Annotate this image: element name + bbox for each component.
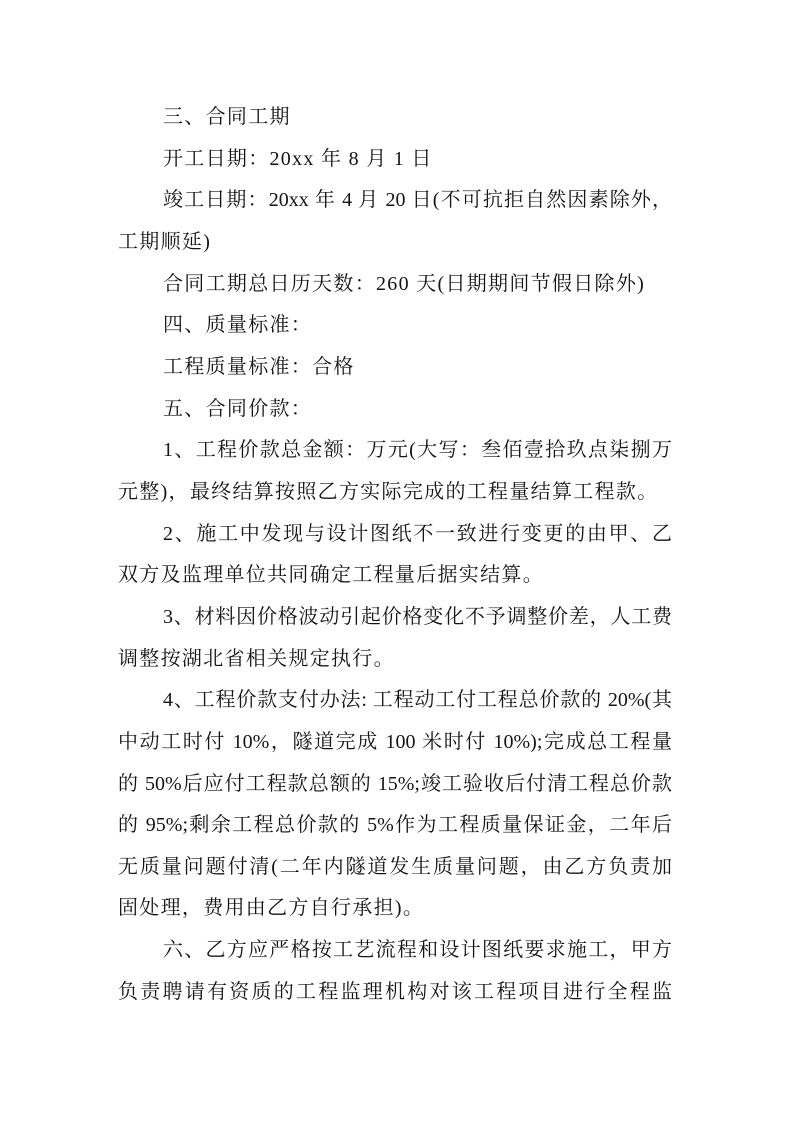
text-line: 的 50%后应付工程款总额的 15%;竣工验收后付清工程总价款 xyxy=(118,772,672,795)
text-line: 固处理，费用由乙方自行承担)。 xyxy=(118,897,425,920)
paragraph-completion-date xyxy=(118,180,672,263)
paragraph-clause-3 xyxy=(118,597,672,680)
text-line: 负责聘请有资质的工程监理机构对该工程项目进行全程监 xyxy=(118,980,672,1003)
paragraph-clause-4 xyxy=(118,680,672,930)
paragraph-quality-standard xyxy=(118,347,672,389)
text-line: 调整按湖北省相关规定执行。 xyxy=(118,647,395,670)
text-line: 工程质量标准：合格 xyxy=(163,355,355,378)
text-line: 开工日期：20xx 年 8 月 1 日 xyxy=(163,147,433,170)
section-heading-quality-standard xyxy=(118,305,672,347)
text-line: 双方及监理单位共同确定工程量后据实结算。 xyxy=(118,564,544,587)
text-line: 合同工期总日历天数：260 天(日期期间节假日除外) xyxy=(163,272,646,295)
paragraph-clause-1 xyxy=(118,430,672,513)
text-line: 五、合同价款： xyxy=(163,397,313,420)
text-line: 4、工程价款支付办法: 工程动工付工程总价款的 20%(其 xyxy=(163,689,672,712)
text-line: 1、工程价款总金额：万元(大写：叁佰壹拾玖点柒捌万 xyxy=(163,439,672,462)
text-line: 中动工时付 10%，隧道完成 100 米时付 10%);完成总工程量 xyxy=(118,730,672,753)
text-line: 3、材料因价格波动引起价格变化不予调整价差，人工费 xyxy=(163,605,672,628)
text-line: 竣工日期：20xx 年 4 月 20 日(不可抗拒自然因素除外， xyxy=(163,189,672,212)
paragraph-start-date xyxy=(118,139,672,181)
paragraph-total-days xyxy=(118,264,672,306)
text-line: 三、合同工期 xyxy=(163,106,291,128)
text-line: 工期顺延) xyxy=(118,230,212,253)
text-line: 四、质量标准： xyxy=(163,314,313,337)
paragraph-clause-2 xyxy=(118,514,672,597)
section-heading-contract-price xyxy=(118,389,672,431)
text-line: 元整)，最终结算按照乙方实际完成的工程量结算工程款。 xyxy=(118,480,659,503)
text-line: 无质量问题付清(二年内隧道发生质量问题，由乙方负责加 xyxy=(118,855,672,878)
section-heading-contract-period xyxy=(118,97,672,139)
text-line: 的 95%;剩余工程总价款的 5%作为工程质量保证金，二年后 xyxy=(118,814,672,837)
text-line: 2、施工中发现与设计图纸不一致进行变更的由甲、乙 xyxy=(163,522,672,545)
text-line: 六、乙方应严格按工艺流程和设计图纸要求施工，甲方 xyxy=(163,939,672,962)
section-heading-construction-requirements xyxy=(118,930,672,1013)
document-page xyxy=(118,97,672,1013)
